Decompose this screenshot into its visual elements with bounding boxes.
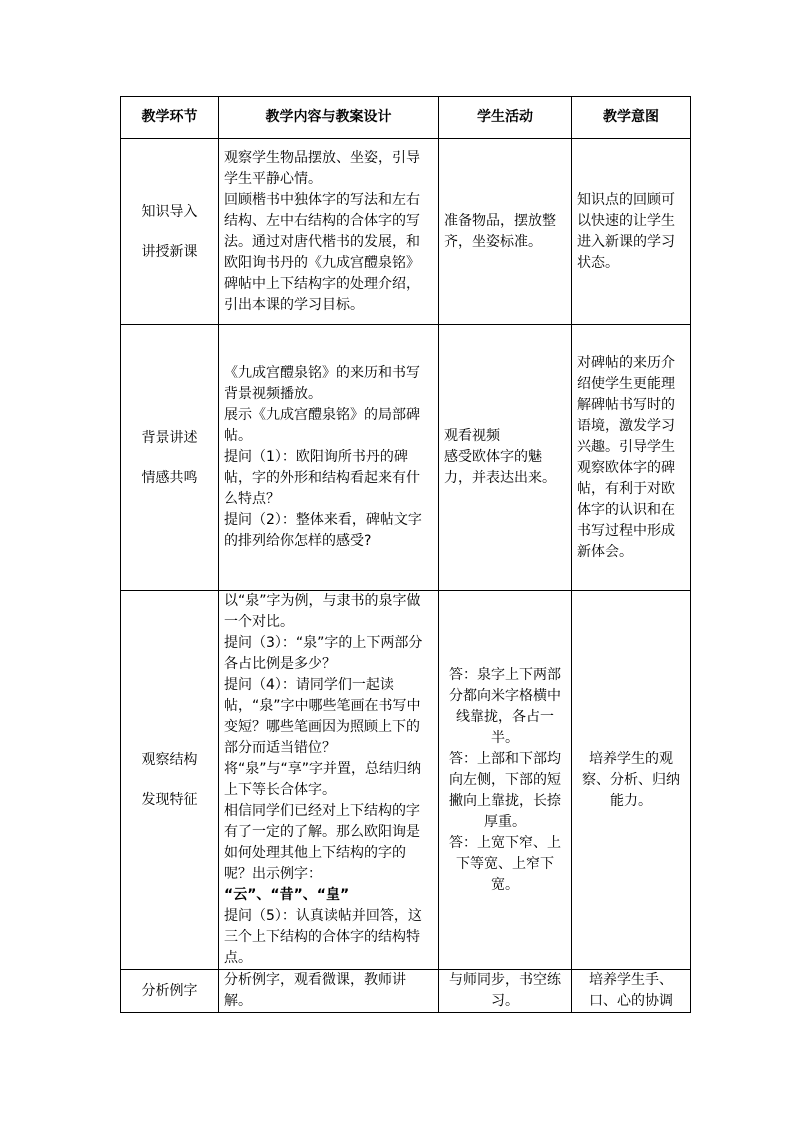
- table-row: [121, 970, 691, 1013]
- activity-paragraph: 与师同步，书空练习。: [449, 972, 561, 1009]
- content-paragraph: 提问（4）：请同学们一起读帖，“泉”字中哪些笔画在书写中变短？哪些笔画因为照顾上下的部分而适当错位？: [224, 677, 421, 756]
- activity-paragraph: 观看视频: [444, 428, 500, 444]
- intent-paragraph: 对碑帖的来历介绍使学生更能理解碑帖书写时的语境，激发学习兴趣。引导学生观察欧体字的碑帖，有利于对欧体字的认识和在书写过程中形成新体会。: [577, 354, 675, 560]
- content-cell: [219, 970, 439, 1013]
- activity-cell: [439, 139, 572, 325]
- content-paragraph: 提问（2）：整体来看，碑帖文字的排列给你怎样的感受?: [224, 512, 422, 549]
- stage-line: 发现特征: [141, 792, 198, 808]
- content-paragraph: 相信同学们已经对上下结构的字有了一定的了解。那么欧阳询是如何处理其他上下结构的字的呢？出示例字：: [224, 803, 420, 882]
- stage-line: 情感共鸣: [141, 469, 198, 486]
- stage-line: 讲授新课: [141, 243, 198, 260]
- example-characters: “云”、“昔”、“皇”: [224, 887, 350, 903]
- content-paragraph: 提问（3）：“泉”字的上下两部分各占比例是多少？: [224, 635, 423, 672]
- content-paragraph: 将“泉”与“享”字并置，总结归纳上下等长合体字。: [224, 761, 422, 798]
- intent-cell: [572, 325, 691, 591]
- activity-paragraph: 感受欧体字的魅力，并表达出来。: [444, 449, 556, 486]
- header-content: 教学内容与教案设计: [219, 97, 439, 139]
- stage-line: 背景讲述: [141, 429, 198, 446]
- content-paragraph: 分析例字，观看微课，教师讲解。: [224, 972, 406, 1009]
- intent-paragraph: 培养学生的观察、分析、归纳能力。: [582, 750, 680, 809]
- content-cell: [219, 139, 439, 325]
- header-intent: 教学意图: [572, 97, 691, 139]
- content-paragraph: 展示《九成宫醴泉铭》的局部碑帖。: [224, 407, 420, 444]
- table-row: [121, 325, 691, 591]
- stage-line: 分析例字: [141, 983, 198, 999]
- table-row: [121, 591, 691, 970]
- activity-cell: [439, 325, 572, 591]
- activity-paragraph: 答：泉字上下两部分都向米字格横中线靠拢，各占一半。: [449, 666, 561, 746]
- activity-paragraph: 答：上部和下部均向左侧，下部的短撇向上靠拢，长捺厚重。: [449, 750, 561, 830]
- activity-cell: [439, 591, 572, 970]
- intent-cell: [572, 591, 691, 970]
- activity-paragraph: 准备物品，摆放整齐，坐姿标准。: [444, 212, 556, 250]
- intent-paragraph: 知识点的回顾可以快速的让学生进入新课的学习状态。: [577, 191, 675, 271]
- stage-line: 知识导入: [141, 203, 198, 220]
- content-paragraph: 以“泉”字为例，与隶书的泉字做一个对比。: [224, 593, 421, 630]
- content-paragraph: 回顾楷书中独体字的写法和左右结构、左中右结构的合体字的写法。通过对唐代楷书的发展，和欧阳询书丹的《九成宫醴泉铭》碑帖中上下结构字的处理介绍，引出本课的学习目标。: [224, 191, 420, 313]
- stage-cell: [121, 591, 219, 970]
- intent-cell: [572, 970, 691, 1013]
- table-header-row: [121, 97, 691, 139]
- content-paragraph: 提问（5）：认真读帖并回答，这三个上下结构的合体字的结构特点。: [224, 908, 422, 966]
- content-cell: [219, 325, 439, 591]
- lesson-plan-table: [120, 96, 691, 1013]
- table-row: [121, 139, 691, 325]
- activity-paragraph: 答：上宽下窄、上下等宽、上窄下宽。: [449, 834, 561, 893]
- content-paragraph: 《九成宫醴泉铭》的来历和书写背景视频播放。: [224, 365, 420, 402]
- stage-cell: [121, 325, 219, 591]
- intent-cell: [572, 139, 691, 325]
- stage-line: 观察结构: [141, 752, 198, 768]
- content-paragraph: 提问（1）：欧阳询所书丹的碑帖，字的外形和结构看起来有什么特点？: [224, 449, 420, 507]
- header-stage: 教学环节: [121, 97, 219, 139]
- content-paragraph: 观察学生物品摆放、坐姿，引导学生平静心情。: [224, 149, 420, 187]
- stage-cell: [121, 970, 219, 1013]
- stage-cell: [121, 139, 219, 325]
- intent-paragraph: 培养学生手、口、心的协调: [589, 972, 673, 1009]
- content-cell: [219, 591, 439, 970]
- activity-cell: [439, 970, 572, 1013]
- header-activity: 学生活动: [439, 97, 572, 139]
